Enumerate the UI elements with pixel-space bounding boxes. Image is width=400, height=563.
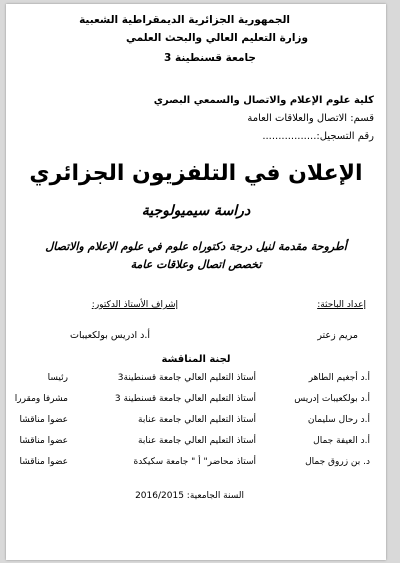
department-name: قسم: الاتصال والعلاقات العامة [247,113,374,124]
supervisor-label: إشراف الأستاذ الدكتور: [91,300,178,310]
jury-member-role: عضوا مناقشا [19,436,68,446]
document-page [6,4,386,560]
thesis-specialty: تخصص اتصال وعلاقات عامة [130,258,262,271]
jury-member-name: أ.د العيفة جمال [313,436,370,446]
jury-member-rank: أستاذ محاضر" أ " جامعة سكيكدة [133,457,256,467]
jury-member-name: د. بن زروق جمال [305,457,370,467]
jury-member-role: عضوا مناقشا [19,415,68,425]
jury-row [6,394,386,410]
candidate-name: مريم زعتر [317,330,358,341]
thesis-title: الإعلان في التلفزيون الجزائري [29,161,363,186]
jury-row [6,436,386,452]
jury-member-name: أ.د أجغيم الطاهر [308,373,370,383]
jury-member-rank: أستاذ التعليم العالي جامعة قسنطينة 3 [114,394,256,404]
ministry-name: وزارة التعليم العالي والبحث العلمي [125,32,308,44]
faculty-name: كلية علوم الإعلام والاتصال والسمعي البصري [153,95,374,106]
jury-row [6,415,386,431]
registration-number: رقم التسجيل:................. [262,131,374,142]
jury-member-role: رئيسا [47,373,68,383]
university-name: جامعة قسنطينة 3 [164,52,256,64]
jury-member-rank: أستاذ التعليم العالي جامعة عنابة [138,436,256,446]
jury-member-rank: أستاذ التعليم العالي جامعة قسنطينة3 [117,373,256,383]
jury-row [6,373,386,389]
supervisor-name: أ.د ادريس بولكعيبات [70,330,150,341]
jury-member-rank: أستاذ التعليم العالي جامعة عنابة [138,415,256,425]
thesis-subtitle: دراسة سيميولوجية [141,203,251,219]
republic-name: الجمهورية الجزائرية الديمقراطية الشعبية [79,14,290,26]
jury-member-role: عضوا مناقشا [19,457,68,467]
jury-row [6,457,386,473]
jury-member-role: مشرفا ومقررا [14,394,68,404]
jury-member-name: أ.د رحال سليمان [307,415,370,425]
jury-member-name: أ.د بولكعيبات إدريس [294,394,370,404]
thesis-description: أطروحة مقدمة لنيل درجة دكتوراه علوم في علوم الإعلام والاتصال [45,240,347,253]
candidate-label: إعداد الباحثة: [317,300,366,310]
academic-year: السنة الجامعية: 2016/2015 [135,491,244,501]
jury-heading: لجنة المناقشة [161,354,231,365]
